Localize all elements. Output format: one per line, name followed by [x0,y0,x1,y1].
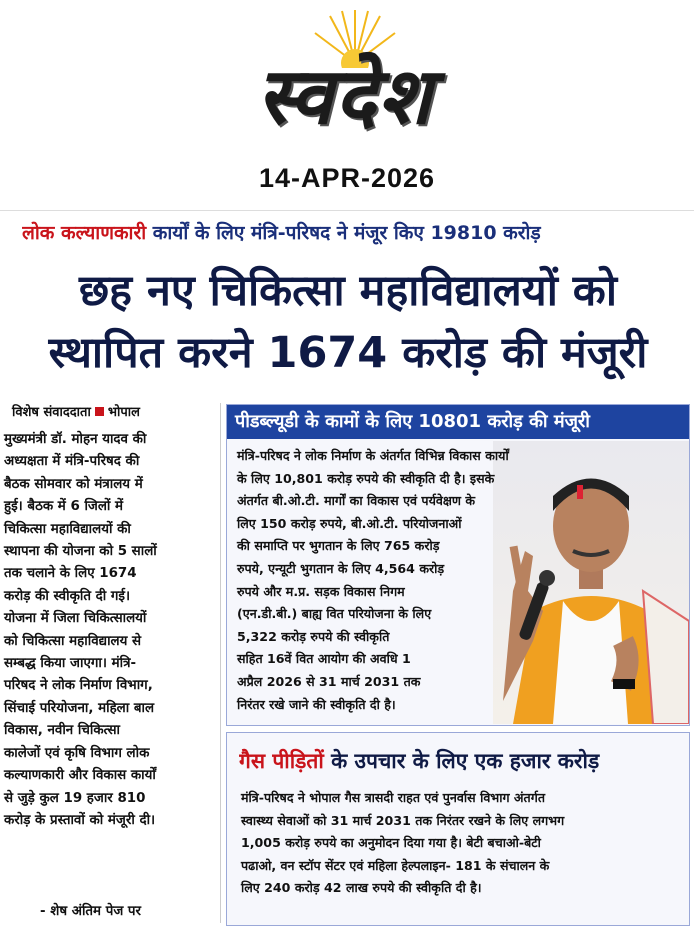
column-divider [220,403,221,923]
gas-relief-body: मंत्रि-परिषद ने भोपाल गैस त्रासदी राहत एवं पुनर्वास विभाग अंतर्गत स्वास्थ्य सेवाओं को 31 मार्च 2031 तक निरंतर रखने के लिए लगभग 1,005 करोड़ रुपये का अनुमोदन दिया गया है। बेटी बचाओ-बेटी पढाओ, वन स्टॉप सेंटर एवं महिला हेल्पलाइन- 181 के संचालन के लिए 240 करोड़ 42 लाख रुपये की स्वीकृति दी है। [241,790,565,896]
pwd-box-heading: पीडब्ल्यूडी के कामों के लिए 10801 करोड़ की मंजूरी [227,405,689,439]
pwd-box [226,404,690,726]
gas-relief-heading-highlight: गैस पीड़ितों [239,749,324,773]
pwd-box-body: मंत्रि-परिषद ने लोक निर्माण के अंतर्गत विभिन्न विकास कार्यों के लिए 10,801 करोड़ रुपये की स्वीकृति दी है। इसके अंतर्गत बी.ओ.टी. मार्गों का विकास एवं पर्यवेक्षण के लिए 150 करोड़ रुपये, बी.ओ.टी. परियोजनाओं की समाप्ति पर भुगतान के लिए 765 करोड़ रुपये, एन्यूटी भुगतान के लिए 4,564 करोड़ रुपये और म.प्र. सड़क विकास निगम (एन.डी.बी.) बाह्य वित परियोजना के लिए 5,322 करोड़ रुपये की स्वीकृति सहित 16वें वित आयोग की अवधि 1 अप्रैल 2026 से 31 मार्च 2031 तक निरंतर रखे जाने की स्वीकृति दी है। [237,448,509,712]
byline-separator-icon [95,407,104,416]
logo-text: स्वदेश [256,52,434,142]
continued-note: - शेष अंतिम पेज पर [40,904,142,919]
headline-line-2: स्थापित करने 1674 करोड़ की मंजूरी [48,328,648,378]
newspaper-logo [130,30,560,150]
kicker-highlight: लोक कल्याणकारी [22,222,147,244]
kicker-text: कार्यों के लिए मंत्रि-परिषद ने मंजूर किए 19810 करोड़ [152,222,541,244]
gas-relief-heading [239,743,679,779]
masthead [0,0,694,193]
headline-line-1: छह नए चिकित्सा महाविद्यालयों को [79,266,617,316]
gas-relief-box [226,732,690,926]
news-clipping [0,210,694,930]
byline-place: भोपाल [107,405,140,420]
kicker [22,219,682,253]
article-body: मुख्यमंत्री डॉ. मोहन यादव की अध्यक्षता में मंत्रि-परिषद की बैठक सोमवार को मंत्रालय में हुई। बैठक में 6 जिलों में चिकित्सा महाविद्यालयों की स्थापना की योजना को 5 सालों तक चलाने के लिए 1674 करोड़ की स्वीकृति दी गई। योजना में जिला चिकित्सालयों को चिकित्सा महाविद्यालय से सम्बद्ध किया जाएगा। मंत्रि- परिषद ने लोक निर्माण विभाग, सिंचाई परियोजना, महिला बाल विकास, नवीन चिकित्सा कालेजों एवं कृषि विभाग लोक कल्याणकारी और विकास कार्यों से जुड़े कुल 19 हजार 810 करोड़ के प्रस्तावों को मंजूरी दी। [4,432,157,828]
gas-relief-heading-text: के उपचार के लिए एक हजार करोड़ [331,749,600,773]
byline [12,402,218,424]
issue-date: 14-APR-2026 [258,163,436,193]
byline-author: विशेष संवाददाता [12,405,91,420]
